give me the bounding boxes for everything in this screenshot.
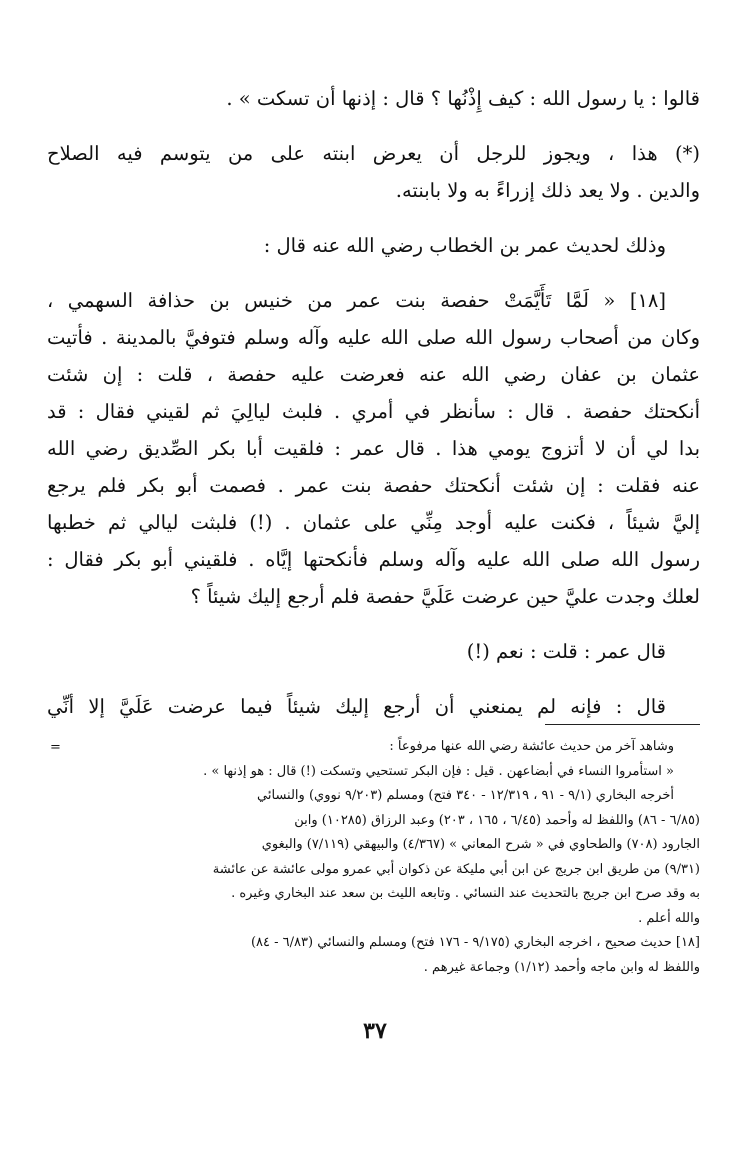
paragraph-gap <box>47 264 700 282</box>
text-line: قال عمر : قلت : نعم (!) <box>466 640 666 663</box>
footnote-line: « استأمروا النساء في أبضاعهن . قيل : فإن البكر تستحيي وتسكت (!) قال : هو إذنها » . <box>203 763 674 779</box>
hadith-18-opening-line: [١٨] « لَمَّا تَأَيَّمَتْ حفصة بنت عمر من خنيس بن حذافة السهمي ، <box>47 289 666 312</box>
footnote-line: وشاهد آخر من حديث عائشة رضي الله عنها مرفوعاً : <box>389 739 674 754</box>
paragraph-gap <box>47 117 700 135</box>
text-line: عثمان بن عفان رضي الله عنه فعرضت عليه حفصة ، قلت : إن شئت <box>47 363 700 386</box>
text-line: وكان من أصحاب رسول الله صلى الله عليه وآله وسلم فتوفيَّ بالمدينة . فأتيت <box>47 326 700 349</box>
footnote-line: به وقد صرح ابن جريج بالتحديث عند النسائي . وتابعه الليث بن سعد عند البخاري وغيره . <box>231 886 700 901</box>
footnote-line: أخرجه البخاري (٩/١ - ٩١ ، ١٢/٣١٩ - ٣٤٠ فتح) ومسلم (٩/٢٠٣ نووي) والنسائي <box>257 788 674 803</box>
text-line: إليَّ شيئاً ، فكنت عليه أوجد مِنِّي على عثمان . (!) فلبثت ليالي ثم خطبها <box>47 511 700 534</box>
page-number: ٣٧ <box>363 1018 387 1044</box>
footnote-line: (٩/٣١) من طريق ابن جريج عن ابن أبي مليكة عن ذكوان أبي عمرو مولى عائشة عن عائشة <box>212 861 700 877</box>
footnote-line: والله أعلم . <box>638 910 700 926</box>
footnote-line: (٦/٨٥ - ٨٦) واللفظ له وأحمد (٦/٤٥ ، ١٦٥ ، ٢٠٣) وعبد الرزاق (١٠٢٨٥) وابن <box>294 812 700 828</box>
paragraph-gap <box>47 209 700 227</box>
footnotes <box>47 735 700 980</box>
paragraph-gap <box>47 615 700 633</box>
footnote-separator <box>545 724 700 725</box>
footnote-line: الجارود (٧٠٨) والطحاوي في « شرح المعاني » (٤/٣٦٧) والبيهقي (٧/١١٩) والبغوي <box>261 837 700 852</box>
text-line: قالوا : يا رسول الله : كيف إِذْنُها ؟ قال : إذنها أن تسكت » . <box>226 87 700 110</box>
text-line: بدا لي أن لا أتزوج يومي هذا . قال عمر : فلقيت أبا بكر الصِّديق رضي الله <box>47 437 700 460</box>
main-text <box>47 80 700 725</box>
footnote-continuation-mark: = <box>50 740 61 755</box>
text-line: قال : فإنه لم يمنعني أن أرجع إليك شيئاً فيما عرضت عَلَيَّ إلا أنِّي <box>47 695 666 718</box>
text-line: والدين . ولا يعد ذلك إزراءً به ولا بابنته. <box>395 179 700 202</box>
text-line: أنكحتك حفصة . قال : سأنظر في أمري . فلبث ليالِيَ ثم لقيني فقال : قد <box>47 400 700 423</box>
footnote-line: واللفظ له وابن ماجه وأحمد (١/١٢) وجماعة غيرهم . <box>423 959 700 975</box>
text-line: (*) هذا ، ويجوز للرجل أن يعرض ابنته على من يتوسم فيه الصلاح <box>47 142 700 165</box>
text-line: لعلك وجدت عليَّ حين عرضت عَلَيَّ حفصة فلم أرجع إليك شيئاً ؟ <box>190 585 700 608</box>
text-line: وذلك لحديث عمر بن الخطاب رضي الله عنه قال : <box>263 234 666 257</box>
text-line: رسول الله صلى الله عليه وآله وسلم فأنكحتها إيَّاه . فلقيني أبو بكر فقال : <box>47 548 700 571</box>
text-line: عنه فقلت : إن شئت أنكحتك حفصة بنت عمر . فصمت أبو بكر فلم يرجع <box>47 474 700 497</box>
paragraph-gap <box>47 670 700 688</box>
footnote-18: [١٨] حديث صحيح ، اخرجه البخاري (٩/١٧٥ - ١٧٦ فتح) ومسلم والنسائي (٦/٨٣ - ٨٤) <box>250 935 700 950</box>
